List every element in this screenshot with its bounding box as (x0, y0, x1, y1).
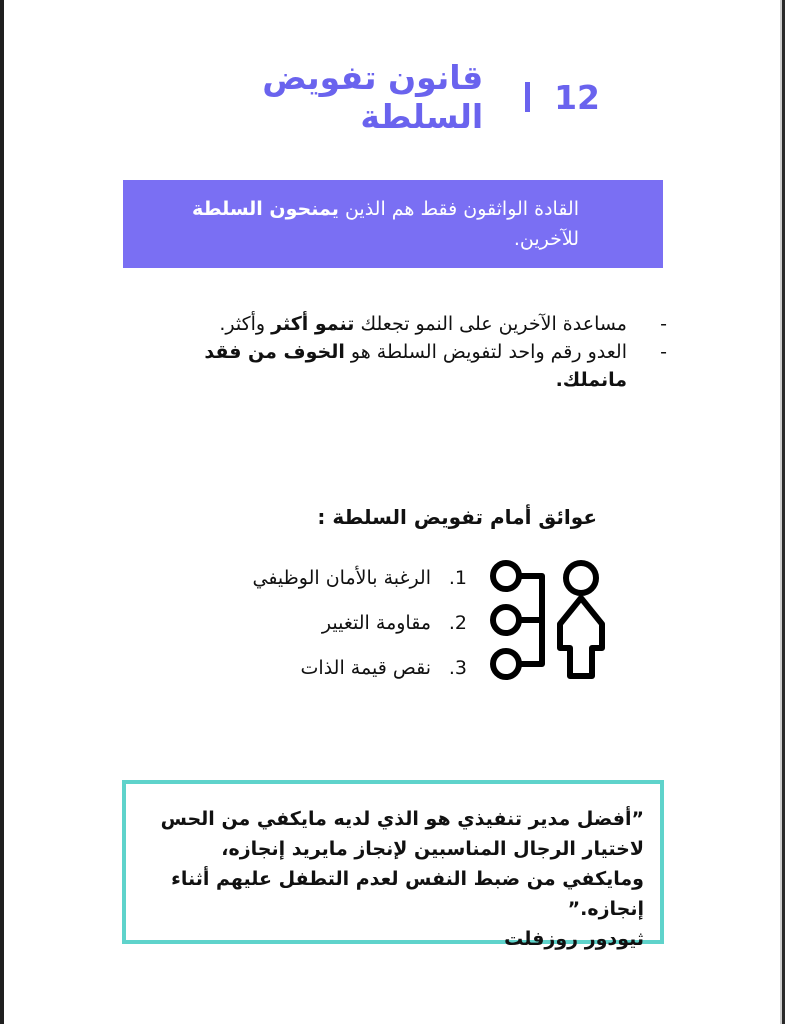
bullet-dash: - (660, 341, 667, 363)
bullet-text-before: مساعدة الآخرين على النمو تجعلك (360, 313, 627, 335)
highlight-bold: يمنحون السلطة (192, 198, 339, 220)
bullet-item (147, 310, 667, 338)
obstacles-list (207, 558, 467, 693)
quote-author: ثيودور روزفلت (504, 928, 644, 950)
person-org-chart-icon (484, 558, 614, 688)
obstacle-text: مقاومة التغيير (321, 612, 431, 634)
obstacle-item (207, 648, 467, 693)
highlight-text-before: القادة الواثقون فقط هم الذين (344, 198, 579, 220)
highlight-text-after: للآخرين. (513, 228, 579, 250)
obstacle-number: 2. (448, 612, 467, 634)
title-number: 12 (554, 77, 600, 117)
bullet-dash: - (660, 313, 667, 335)
obstacle-number: 1. (448, 567, 467, 589)
page-edge-left (0, 0, 4, 1024)
obstacles-heading: عوائق أمام تفويض السلطة : (317, 505, 597, 529)
obstacle-text: الرغبة بالأمان الوظيفي (252, 567, 431, 589)
obstacle-item (207, 558, 467, 603)
bullet-item (147, 338, 667, 394)
highlight-box (123, 180, 663, 268)
quote-box (122, 780, 664, 950)
bullet-bold: تنمو أكثر (271, 313, 355, 335)
obstacle-number: 3. (448, 657, 467, 679)
title-separator (525, 82, 530, 112)
obstacle-item (207, 603, 467, 648)
bullet-bold: الخوف من فقد مانملك. (204, 341, 627, 391)
bullet-list (147, 310, 667, 394)
bullet-text-before: العدو رقم واحد لتفويض السلطة هو (350, 341, 627, 363)
title-text: قانون تفويض السلطة (262, 58, 484, 136)
bullet-text-after: وأكثر. (219, 313, 266, 335)
page-title (140, 58, 600, 136)
quote-text: ”أفضل مدير تنفيذي هو الذي لديه مايكفي من الحس لاختيار الرجال المناسبين لإنجاز مايريد إنجازه، ومايكفي من ضبط النفس لعدم التطفل عليهم أثناء إنجازه.” (160, 808, 644, 920)
obstacle-text: نقص قيمة الذات (300, 657, 431, 679)
